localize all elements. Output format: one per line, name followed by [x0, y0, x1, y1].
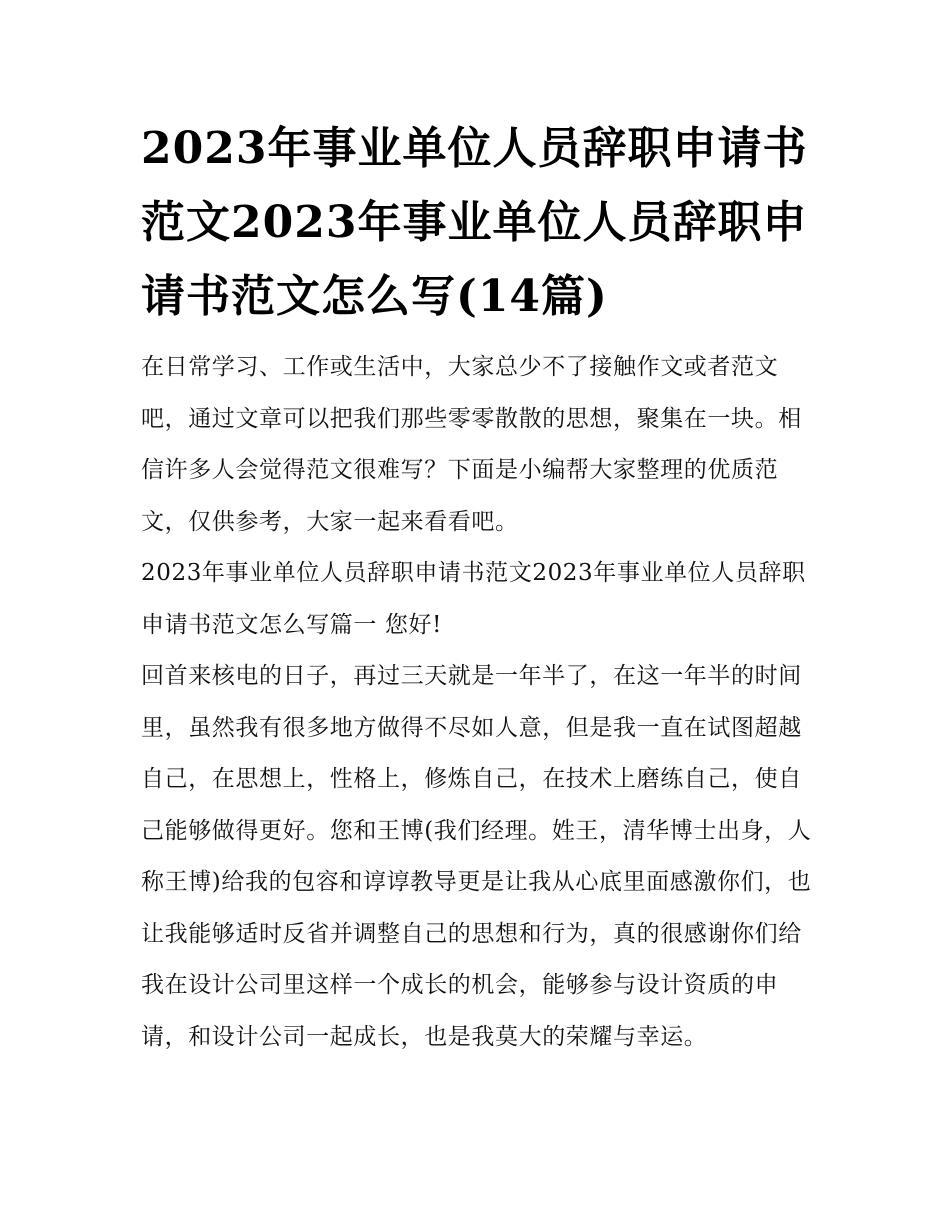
intro-paragraph: 在日常学习、工作或生活中，大家总少不了接触作文或者范文吧，通过文章可以把我们那些零零散散的思想，聚集在一块。相信许多人会觉得范文很难写？下面是小编帮大家整理的优质范文，仅供参考，大家一起来看看吧。 — [141, 354, 802, 535]
document-body — [141, 112, 813, 1063]
body-paragraph: 回首来核电的日子，再过三天就是一年半了，在这一年半的时间里，虽然我有很多地方做得不尽如人意，但是我一直在试图超越自己，在思想上，性格上，修炼自己，在技术上磨练自己，使自己能够做得更好。您和王博(我们经理。姓王，清华博士出身，人称王博)给我的包容和谆谆教导更是让我从心底里面感激你们，也让我能够适时反省并调整自己的思想和行为，真的很感谢你们给我在设计公司里这样一个成长的机会，能够参与设计资质的申请，和设计公司一起成长，也是我莫大的荣耀与幸运。 — [141, 663, 812, 1050]
document-title: 2023年事业单位人员辞职申请书范文2023年事业单位人员辞职申请书范文怎么写(14篇) — [141, 123, 808, 322]
section-heading-paragraph: 2023年事业单位人员辞职申请书范文2023年事业单位人员辞职申请书范文怎么写篇一 您好! — [141, 560, 806, 638]
